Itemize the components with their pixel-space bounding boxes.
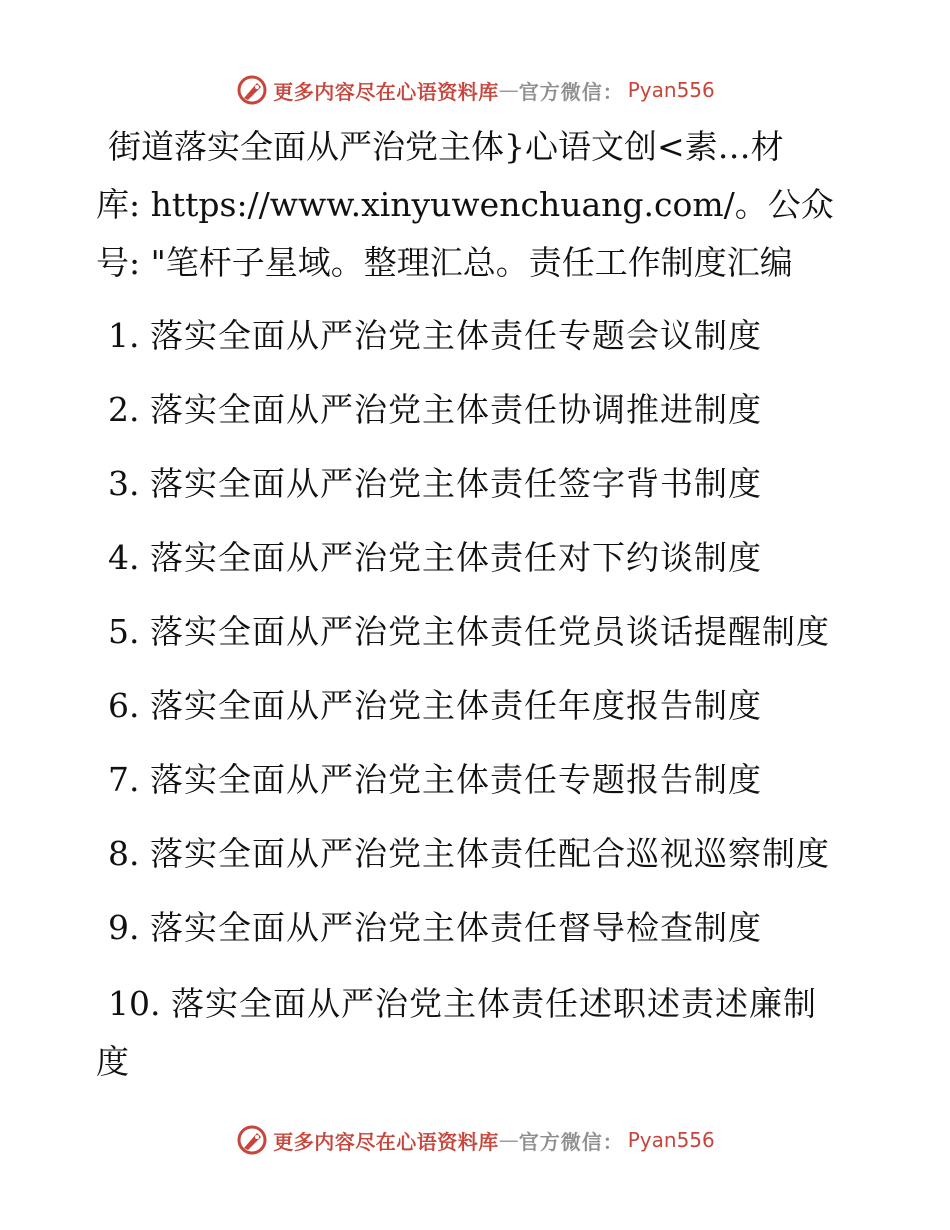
watermark-account: Pyan556 [627, 78, 715, 102]
watermark-official-label: 官方微信： [518, 79, 624, 104]
toc-item [96, 609, 876, 655]
toc-item-number: 2. [108, 390, 140, 429]
toc-item-text: 落实全面从严治党主体责任年度报告制度 [150, 686, 762, 725]
toc-item-number: 4. [108, 538, 140, 577]
intro-line-1: 街道落实全面从严治党主体}心语文创<素…材 [108, 127, 784, 166]
toc-item-text: 落实全面从严治党主体责任督导检查制度 [150, 908, 762, 947]
toc-item-number: 9. [108, 908, 140, 947]
toc-item-number: 10. [108, 984, 161, 1023]
toc-item-number: 6. [108, 686, 140, 725]
intro-line-3: 号: "笔杆子星域。整理汇总。责任工作制度汇编 [96, 243, 793, 282]
toc-item-text: 落实全面从严治党主体责任配合巡视巡察制度 [150, 834, 830, 873]
toc-item-text: 落实全面从严治党主体责任协调推进制度 [150, 390, 762, 429]
toc-item-text: 落实全面从严治党主体责任专题会议制度 [150, 316, 762, 355]
pen-nib-logo-icon [235, 1123, 269, 1157]
toc-item-number: 5. [108, 612, 140, 651]
watermark-official-label: 官方微信： [518, 1129, 624, 1154]
toc-item-text: 落实全面从严治党主体责任对下约谈制度 [150, 538, 762, 577]
toc-item [96, 313, 876, 359]
toc-item-text: 落实全面从严治党主体责任党员谈话提醒制度 [150, 612, 830, 651]
intro-paragraph [96, 118, 856, 292]
toc-item-text: 落实全面从严治党主体责任签字背书制度 [150, 464, 762, 503]
toc-item [96, 757, 876, 803]
toc-item [96, 461, 876, 507]
toc-item-number: 3. [108, 464, 140, 503]
header-watermark [0, 70, 950, 110]
watermark-text: 更多内容尽在心语资料库 [273, 79, 499, 104]
toc-item-number: 1. [108, 316, 140, 355]
toc-item [96, 905, 876, 951]
intro-line-2: 库: https://www.xinyuwenchuang.com/。公众 [96, 185, 834, 224]
footer-watermark [0, 1120, 950, 1160]
toc-item [96, 831, 876, 877]
toc-item [96, 683, 876, 729]
pen-nib-logo-icon [235, 73, 269, 107]
toc-item [96, 387, 876, 433]
toc-item-text: 落实全面从严治党主体责任专题报告制度 [150, 760, 762, 799]
watermark-text: 更多内容尽在心语资料库 [273, 1129, 499, 1154]
toc-item [96, 975, 836, 1091]
watermark-account: Pyan556 [627, 1128, 715, 1152]
toc-item-number: 8. [108, 834, 140, 873]
toc-item-text: 落实全面从严治党主体责任述职述责述廉制度 [96, 984, 817, 1081]
watermark-separator: — [498, 1128, 519, 1152]
watermark-separator: — [498, 78, 519, 102]
toc-item-number: 7. [108, 760, 140, 799]
toc-item [96, 535, 876, 581]
